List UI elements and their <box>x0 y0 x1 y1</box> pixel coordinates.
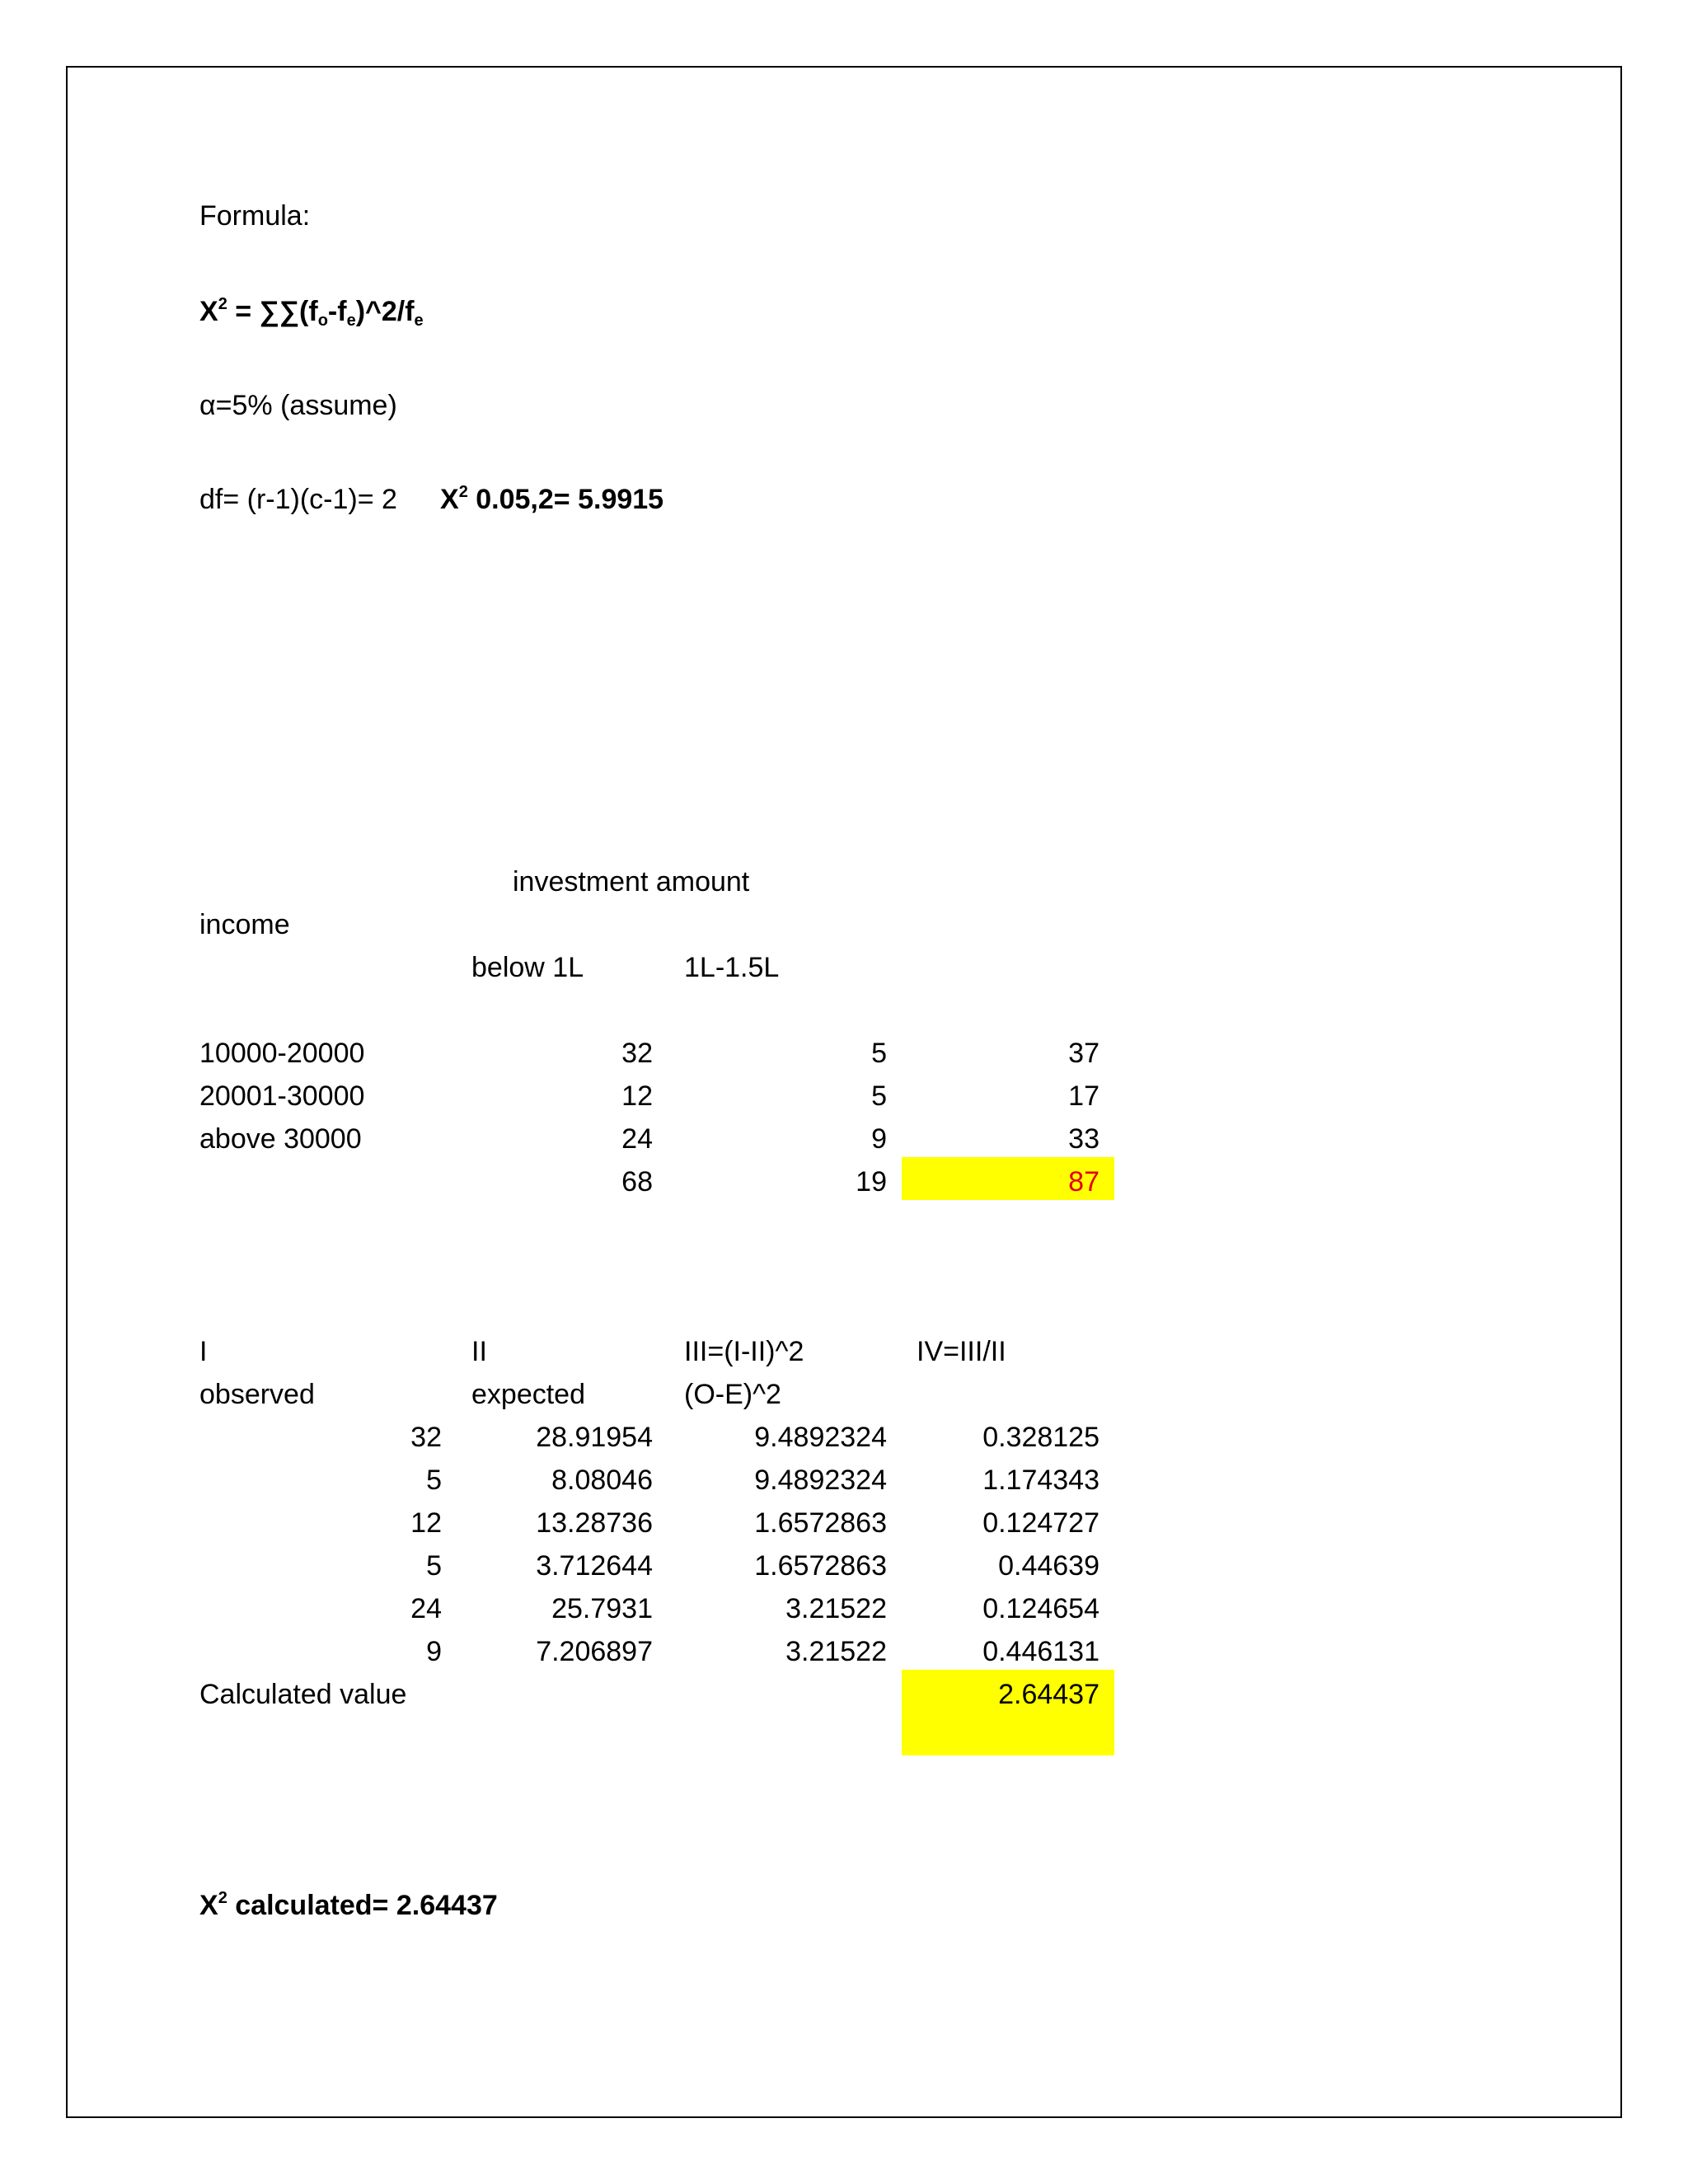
alpha-text: α=5% (assume) <box>199 390 397 421</box>
calc-subheader-observed: observed <box>199 1379 315 1410</box>
cell-value: 12 <box>621 1080 653 1112</box>
row-label: 10000-20000 <box>199 1038 365 1069</box>
observed-value: 5 <box>426 1550 442 1582</box>
row-label: above 30000 <box>199 1123 362 1155</box>
squared-diff-value: 9.4892324 <box>754 1422 887 1453</box>
observed-value: 12 <box>410 1507 442 1539</box>
expected-value: 3.712644 <box>536 1550 653 1582</box>
column-total: 68 <box>621 1166 653 1197</box>
col-header-1l-1-5l: 1L-1.5L <box>684 952 780 983</box>
cell-value: 9 <box>871 1123 887 1155</box>
calc-col-header-iv: IV=III/II <box>917 1336 1006 1367</box>
calc-col-header-ii: II <box>471 1336 487 1367</box>
expected-value: 28.91954 <box>536 1422 653 1453</box>
expected-value: 7.206897 <box>536 1636 653 1667</box>
chi-square-formula: $X^2$ = $\sum\sum(f_o-f_e)\^{}2/f_e$ <box>199 295 424 330</box>
calculated-value-label: Calculated value <box>199 1679 407 1710</box>
squared-diff-value: 1.6572863 <box>754 1550 887 1582</box>
expected-value: 25.7931 <box>551 1593 653 1624</box>
ratio-value: 0.446131 <box>982 1636 1100 1667</box>
calc-col-header-i: I <box>199 1336 208 1367</box>
cell-value: 32 <box>621 1038 653 1069</box>
calc-subheader-expected: expected <box>471 1379 585 1410</box>
col-header-below-1l: below 1L <box>471 952 584 983</box>
income-header: income <box>199 909 290 940</box>
chi-square-calculated: $X^2$ calculated= 2.64437 <box>199 1889 498 1921</box>
row-total: 33 <box>1068 1123 1100 1155</box>
calc-subheader-oe2: (O-E)^2 <box>684 1379 781 1410</box>
cell-value: 5 <box>871 1080 887 1112</box>
row-label: 20001-30000 <box>199 1080 365 1112</box>
ratio-value: 0.44639 <box>998 1550 1100 1582</box>
observed-value: 9 <box>426 1636 442 1667</box>
critical-value: $X^2$ 0.05,2= 5.9915 <box>440 483 664 515</box>
ratio-value: 0.124727 <box>982 1507 1100 1539</box>
formula-label: Formula: <box>199 200 311 232</box>
column-total: 19 <box>856 1166 887 1197</box>
row-total: 37 <box>1068 1038 1100 1069</box>
expected-value: 13.28736 <box>536 1507 653 1539</box>
ratio-value: 0.124654 <box>982 1593 1100 1624</box>
df-text: df= (r-1)(c-1)= 2 <box>199 484 397 515</box>
grand-total: 87 <box>1068 1166 1100 1197</box>
calc-col-header-iii: III=(I-II)^2 <box>684 1336 804 1367</box>
ratio-value: 0.328125 <box>982 1422 1100 1453</box>
squared-diff-value: 1.6572863 <box>754 1507 887 1539</box>
row-total: 17 <box>1068 1080 1100 1112</box>
cell-value: 24 <box>621 1123 653 1155</box>
calculated-value: 2.64437 <box>998 1679 1100 1710</box>
ratio-value: 1.174343 <box>982 1465 1100 1496</box>
investment-amount-header: investment amount <box>513 866 750 898</box>
squared-diff-value: 9.4892324 <box>754 1465 887 1496</box>
squared-diff-value: 3.21522 <box>785 1636 887 1667</box>
squared-diff-value: 3.21522 <box>785 1593 887 1624</box>
expected-value: 8.08046 <box>551 1465 653 1496</box>
cell-value: 5 <box>871 1038 887 1069</box>
observed-value: 24 <box>410 1593 442 1624</box>
observed-value: 5 <box>426 1465 442 1496</box>
observed-value: 32 <box>410 1422 442 1453</box>
